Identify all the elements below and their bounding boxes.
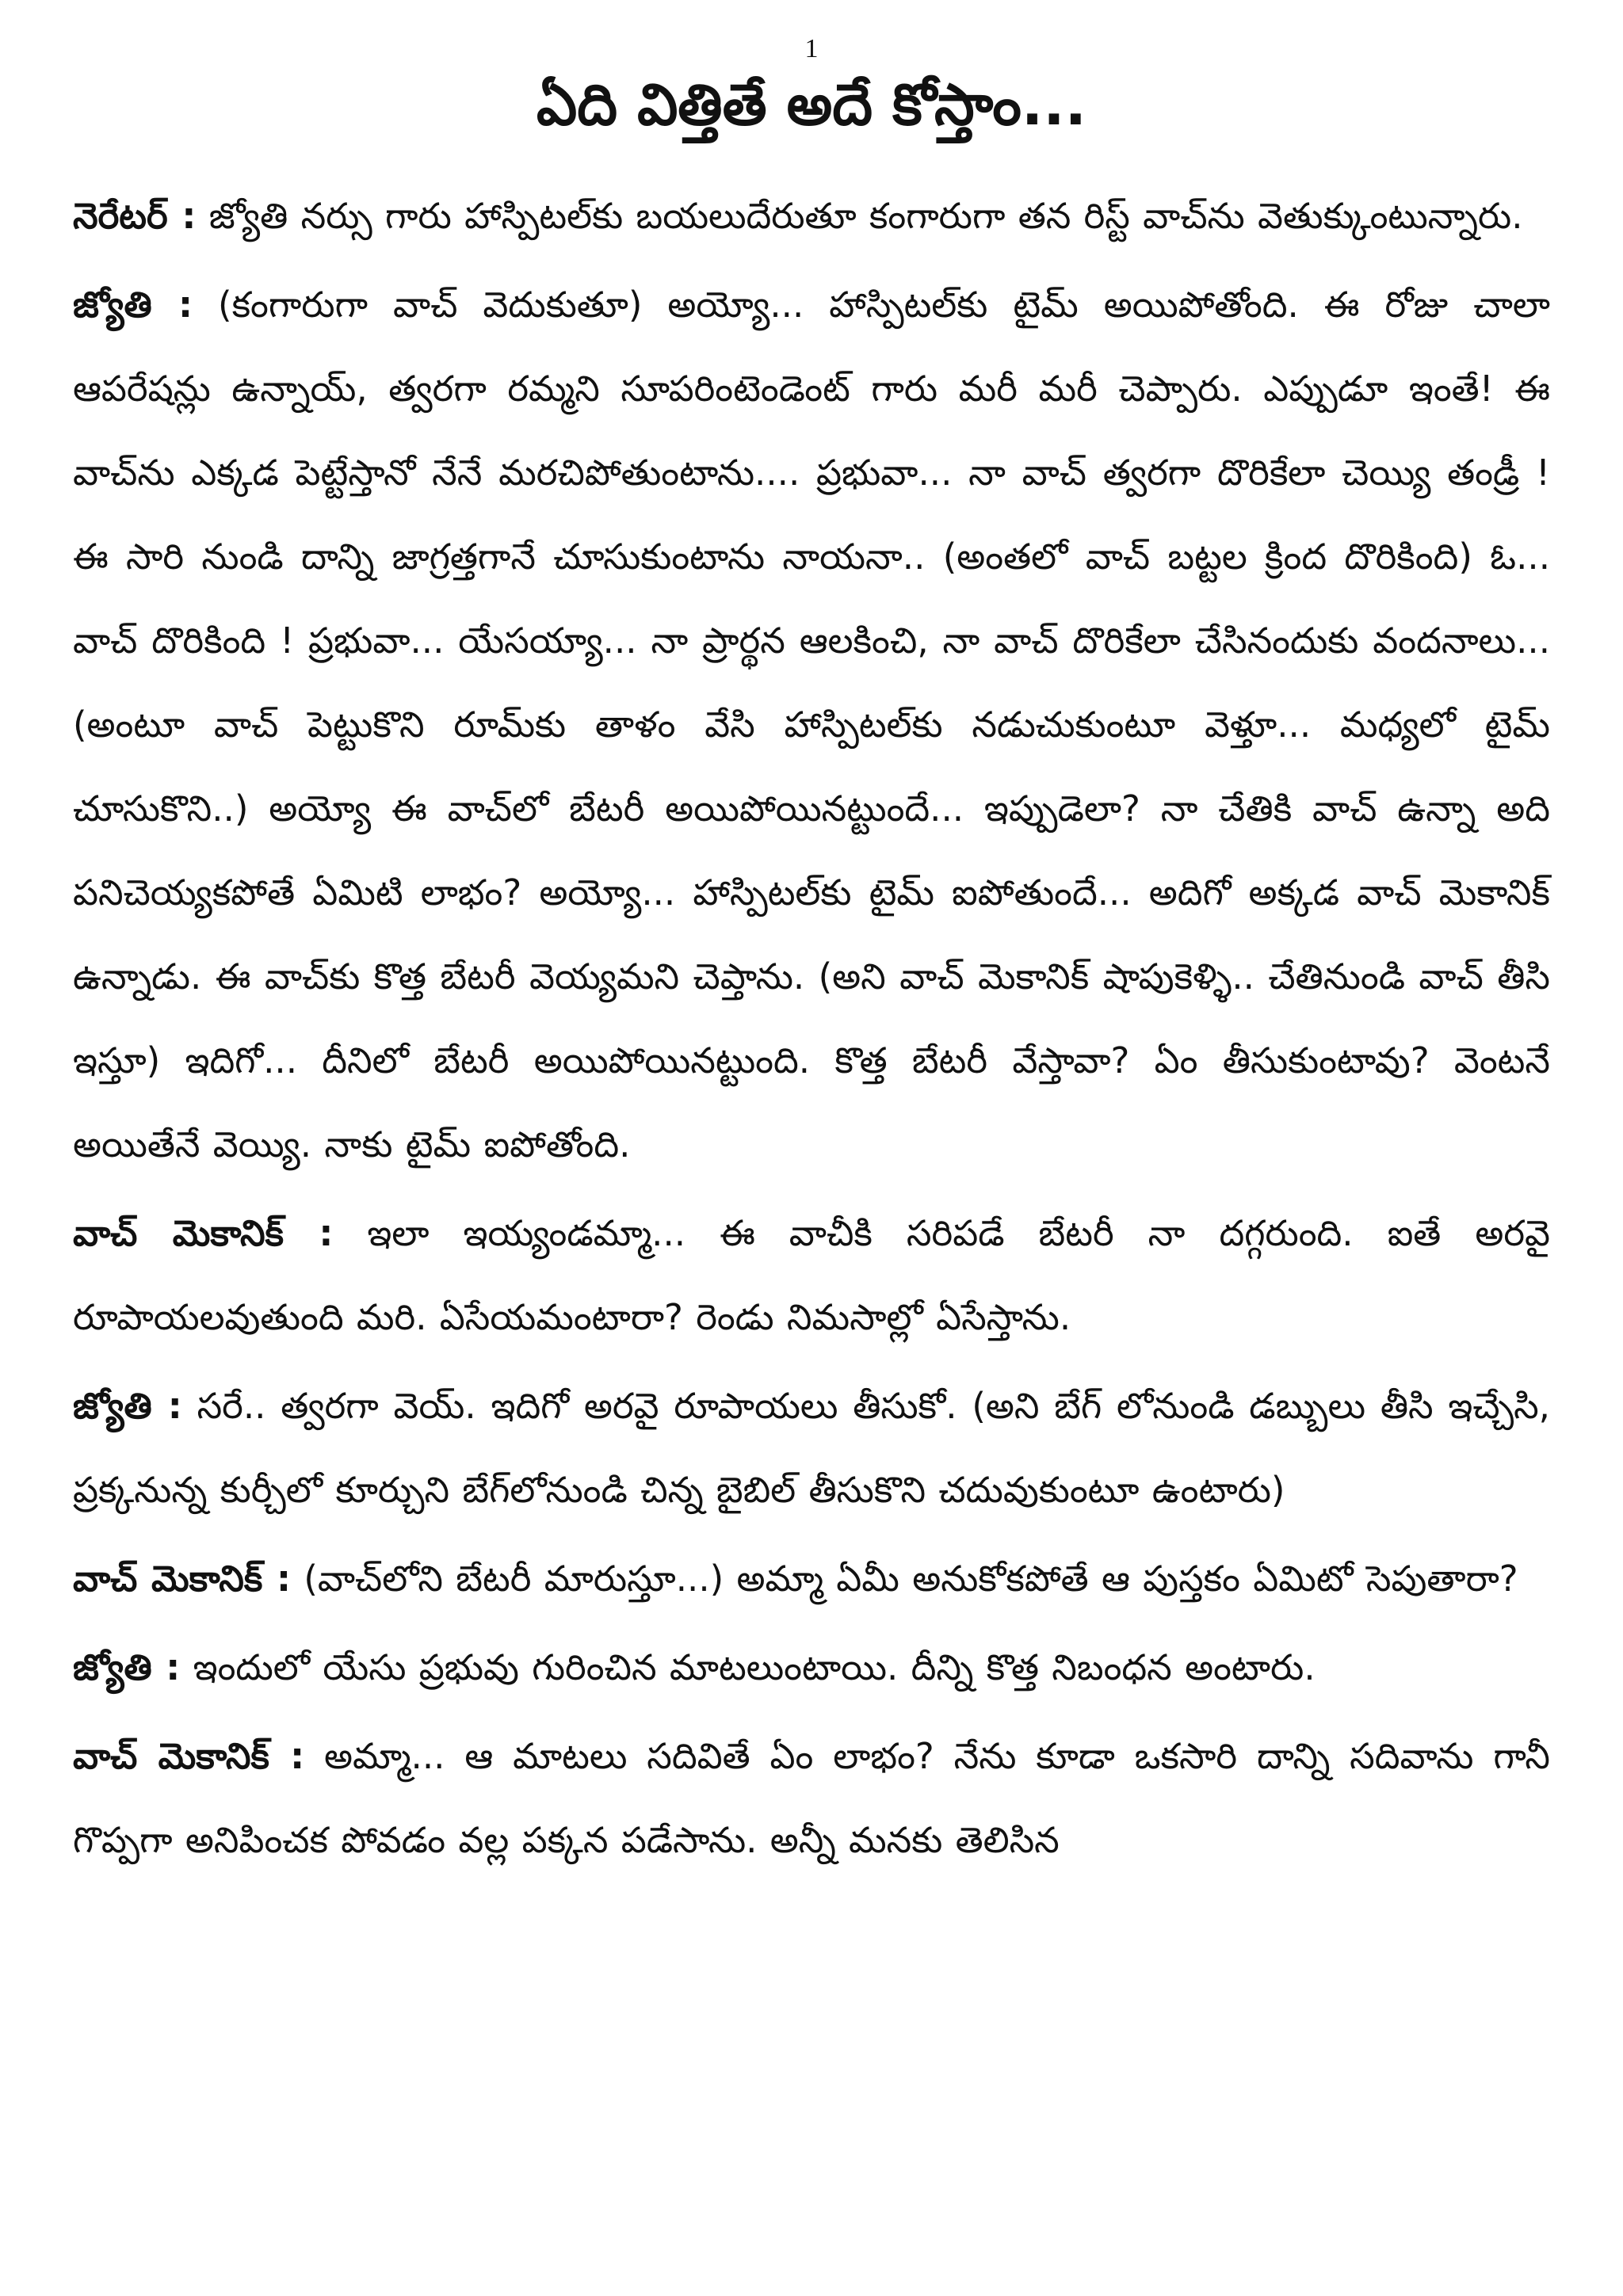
dialogue-paragraph (73, 1192, 1550, 1360)
dialogue-text: ఇలా ఇయ్యండమ్మా... ఈ వాచీకి సరిపడే బేటరీ నా దగ్గరుంది. ఐతే అరవై రూపాయలవుతుంది మరి. ఏసేయమంటారా? రెండు నిమసాల్లో ఏసేస్తాను. (73, 1212, 1551, 1338)
page-title: ఏది విత్తితే అదే కోస్తాం... (537, 71, 1086, 138)
dialogue-text: జ్యోతి నర్సు గారు హాస్పిటల్‌కు బయలుదేరుతూ కంగారుగా తన రిస్ట్ వాచ్‌ను వెతుక్కుంటున్నారు. (208, 195, 1523, 237)
dialogue-text: అమ్మా... ఆ మాటలు సదివితే ఏం లాభం? నేను కూడా ఒకసారి దాన్ని సదివాను గానీ గొప్పగా అనిపించక పోవడం వల్ల పక్కన పడేసాను. అన్నీ మనకు తెలిసిన (73, 1735, 1550, 1861)
speaker-label: వాచ్ మెకానిక్ : (73, 1735, 305, 1777)
page-number: 1 (804, 34, 819, 63)
dialogue-paragraph (73, 1364, 1550, 1532)
dialogue-text: సరే.. త్వరగా వెయ్. ఇదిగో అరవై రూపాయలు తీసుకో. (అని బేగ్ లోనుండి డబ్బులు తీసి ఇచ్చేసి, ప్రక్కనున్న కుర్చీలో కూర్చుని బేగ్‌లోనుండి చిన్న బైబిల్ తీసుకొని చదువుకుంటూ ఉంటారు) (73, 1385, 1550, 1511)
dialogue-paragraph (73, 263, 1550, 1187)
dialogue-paragraph (73, 1626, 1550, 1710)
speaker-label: జ్యోతి : (73, 1385, 182, 1427)
dialogue-text: (కంగారుగా వాచ్ వెదుకుతూ) అయ్యో... హాస్పిటల్‌కు టైమ్ అయిపోతోంది. ఈ రోజు చాలా ఆపరేషన్లు ఉన్నాయ్, త్వరగా రమ్మని సూపరింటెండెంట్ గారు మరీ మరీ చెప్పారు. ఎప్పుడూ ఇంతే! ఈ వాచ్‌ను ఎక్కడ పెట్టేస్తానో నేనే మరచిపోతుంటాను.... ప్రభువా... నా వాచ్ త్వరగా దొరికేలా చెయ్యి తండ్రీ ! ఈ సారి నుండి దాన్ని జాగ్రత్తగానే చూసుకుంటాను నాయనా.. (అంతలో వాచ్ బట్టల క్రింద దొరికింది) ఓ... వాచ్ దొరికింది ! ప్రభువా... యేసయ్యా... నా ప్రార్థన ఆలకించి, నా వాచ్ దొరికేలా చేసినందుకు వందనాలు... (అంటూ వాచ్ పెట్టుకొని రూమ్‌కు తాళం వేసి హాస్పిటల్‌కు నడుచుకుంటూ వెళ్తూ... మధ్యలో టైమ్ చూసుకొని..) అయ్యో ఈ వాచ్‌లో బేటరీ అయిపోయినట్టుందే... ఇప్పుడెలా? నా చేతికి వాచ్ ఉన్నా అది పనిచెయ్యకపోతే ఏమిటి లాభం? అయ్యో... హాస్పిటల్‌కు టైమ్ ఐపోతుందే... అదిగో అక్కడ వాచ్ మెకానిక్ ఉన్నాడు. ఈ వాచ్‌కు కొత్త బేటరీ వెయ్యమని చెప్తాను. (అని వాచ్ మెకానిక్ షాపుకెళ్ళి.. చేతినుండి వాచ్ తీసి ఇస్తూ) ఇదిగో... దీనిలో బేటరీ అయిపోయినట్టుంది. కొత్త బేటరీ వేస్తావా? ఏం తీసుకుంటావు? వెంటనే అయితేనే వెయ్యి. నాకు టైమ్ ఐపోతోంది. (73, 284, 1550, 1165)
dialogue-text: ఇందులో యేసు ప్రభువు గురించిన మాటలుంటాయి. దీన్ని కొత్త నిబంధన అంటారు. (193, 1646, 1316, 1688)
speaker-label: జ్యోతి : (73, 1646, 181, 1688)
dialogue-paragraph (73, 1537, 1550, 1621)
speaker-label: నెరేటర్ : (73, 195, 197, 237)
speaker-label: జ్యోతి : (73, 284, 193, 326)
dialogue-text: (వాచ్‌లోని బేటరీ మారుస్తూ...) అమ్మా ఏమీ అనుకోకపోతే ఆ పుస్తకం ఏమిటో సెపుతారా? (304, 1558, 1518, 1600)
speaker-label: వాచ్ మెకానిక్ : (73, 1212, 334, 1254)
speaker-label: వాచ్ మెకానిక్ : (73, 1558, 291, 1600)
dialogue-paragraph (73, 1714, 1550, 1882)
dialogue-paragraph (73, 174, 1550, 258)
